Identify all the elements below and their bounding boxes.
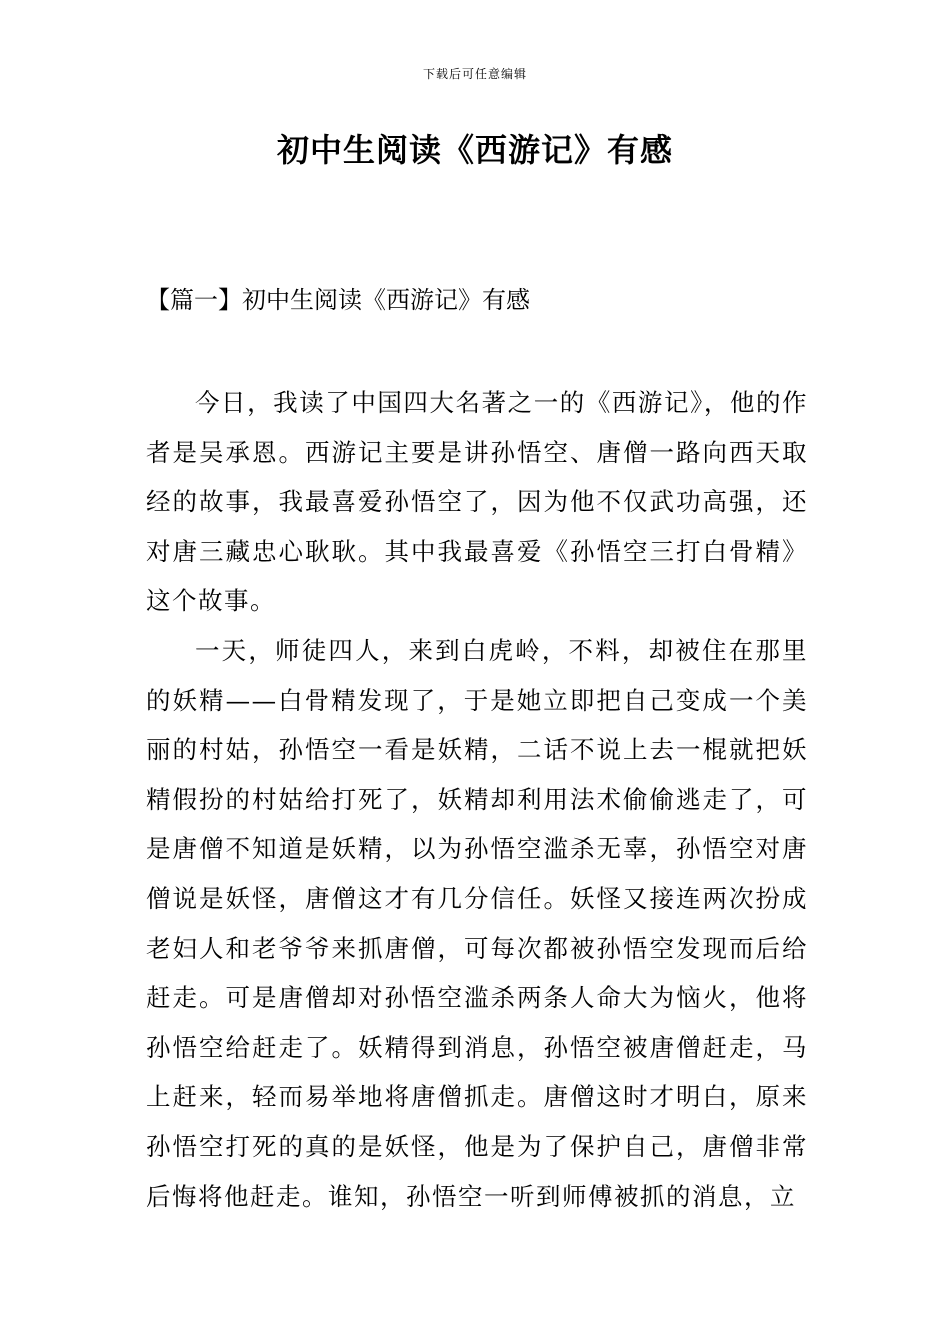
document-title: 初中生阅读《西游记》有感 [276, 131, 673, 169]
body-text [146, 378, 808, 1221]
paragraph-2: 一天，师徒四人，来到白虎岭，不料，却被住在那里的妖精——白骨精发现了，于是她立即把自己变成一个美丽的村姑，孙悟空一看是妖精，二话不说上去一棍就把妖精假扮的村姑给打死了，妖精却利用法术偷偷逃走了，可是唐僧不知道是妖精，以为孙悟空滥杀无辜，孙悟空对唐僧说是妖怪，唐僧这才有几分信任。妖怪又接连两次扮成老妇人和老爷爷来抓唐僧，可每次都被孙悟空发现而后给赶走。可是唐僧却对孙悟空滥杀两条人命大为恼火，他将孙悟空给赶走了。妖精得到消息，孙悟空被唐僧赶走，马上赶来，轻而易举地将唐僧抓走。唐僧这时才明白，原来孙悟空打死的真的是妖怪，他是为了保护自己，唐僧非常后悔将他赶走。谁知，孙悟空一听到师傅被抓的消息，立 [146, 635, 808, 1211]
paragraph-1: 今日，我读了中国四大名著之一的《西游记》，他的作者是吴承恩。西游记主要是讲孙悟空、唐僧一路向西天取经的故事，我最喜爱孙悟空了，因为他不仅武功高强，还对唐三藏忠心耿耿。其中我最喜爱《孙悟空三打白骨精》这个故事。 [146, 388, 808, 616]
header-note: 下载后可任意编辑 [422, 67, 527, 81]
section-heading: 【篇一】初中生阅读《西游记》有感 [146, 286, 530, 314]
